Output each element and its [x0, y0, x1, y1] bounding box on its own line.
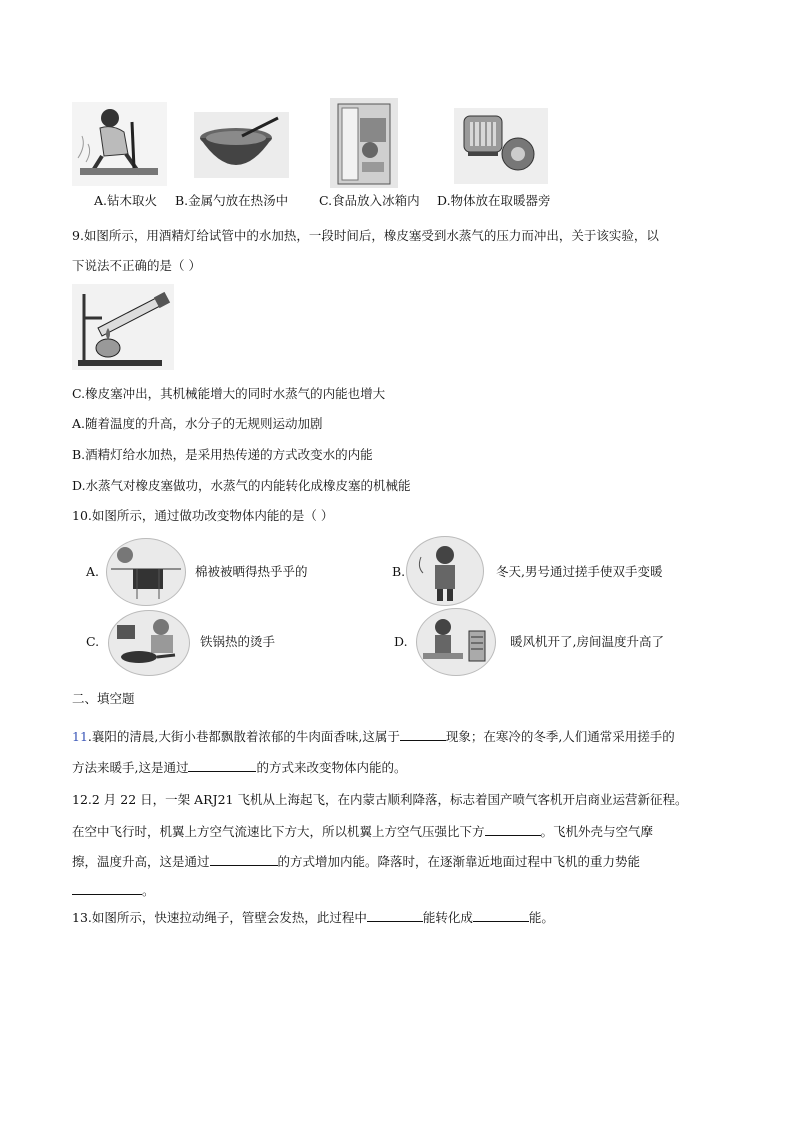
q11-text-2b: 的方式来改变物体内能的。: [256, 760, 407, 775]
q9-option-b: B.酒精灯给水加热，是采用热传递的方式改变水的内能: [72, 447, 373, 462]
caption-a: A.钻木取火: [94, 193, 158, 208]
q13-text-c: 能。: [528, 910, 554, 925]
caption-d: D.物体放在取暖器旁: [437, 193, 551, 208]
image-drilling-wood-fire: [72, 102, 167, 186]
q10-stem: 10.如图所示，通过做功改变物体内能的是（ ）: [72, 508, 334, 523]
image-rubbing-hands: [406, 536, 484, 606]
caption-b: B.金属勺放在热汤中: [175, 193, 289, 208]
q12-text-4b: 。: [142, 883, 155, 898]
q12-text-3b: 的方式增加内能。降落时，在逐渐靠近地面过程中飞机的重力势能: [277, 854, 641, 869]
q11-number: 11: [72, 729, 88, 744]
q10-option-d-letter: D.: [394, 634, 408, 649]
q12-line4: [72, 882, 155, 899]
q13-line: [72, 909, 554, 926]
q10-option-a-letter: A.: [86, 564, 100, 579]
image-quilt-in-sun: [106, 538, 186, 606]
q9-option-d: D.水蒸气对橡皮塞做功，水蒸气的内能转化成橡皮塞的机械能: [72, 478, 411, 493]
q12-line3: [72, 853, 640, 870]
q9-stem-line1: 9.如图所示，用酒精灯给试管中的水加热，一段时间后，橡皮塞受到水蒸气的压力而冲出，关于该实验，以: [72, 228, 659, 243]
q10-option-b-text: 冬天,男号通过搓手使双手变暖: [496, 564, 663, 579]
q11-line1: [72, 728, 675, 745]
image-spoon-in-soup: [194, 112, 289, 178]
caption-c: C.食品放入冰箱内: [319, 193, 420, 208]
q13-text-a: 13.如图所示，快速拉动绳子，管壁会发热，此过程中: [72, 910, 367, 925]
q12-line1: 12.2 月 22 日，一架 ARJ21 飞机从上海起飞，在内蒙古顺利降落，标志着国产喷气客机开启商业运营新征程。: [72, 792, 688, 807]
q11-blank-1[interactable]: [400, 728, 446, 741]
q10-option-d-text: 暖风机开了,房间温度升高了: [510, 634, 664, 649]
q13-blank-1[interactable]: [367, 909, 423, 922]
q9-stem-line2: 下说法不正确的是（ ）: [72, 258, 201, 273]
q11-line2: [72, 759, 407, 776]
q10-option-a-text: 棉被被晒得热乎乎的: [195, 564, 308, 579]
image-fan-heater-room: [416, 608, 496, 676]
q10-option-b-letter: B.: [392, 564, 406, 579]
q11-text-2a: 方法来暖手,这是通过: [72, 760, 189, 775]
image-test-tube-experiment: [72, 284, 174, 370]
image-heater: [454, 108, 548, 184]
q12-text-3a: 擦，温度升高，这是通过: [72, 854, 210, 869]
q10-option-c-text: 铁锅热的烫手: [200, 634, 276, 649]
q11-text-1b: 现象；在寒冷的冬季,人们通常采用搓手的: [445, 729, 675, 744]
q9-option-a: A.随着温度的升高，水分子的无规则运动加剧: [72, 416, 323, 431]
q12-text-2a: 在空中飞行时，机翼上方空气流速比下方大，所以机翼上方空气压强比下方: [72, 824, 485, 839]
q13-blank-2[interactable]: [473, 909, 529, 922]
q12-blank-2[interactable]: [210, 853, 278, 866]
image-hot-pan: [108, 610, 190, 676]
q12-blank-1[interactable]: [485, 823, 541, 836]
q11-text-1a: .襄阳的清晨,大街小巷都飘散着浓郁的牛肉面香味,这属于: [87, 729, 400, 744]
q9-option-c: C.橡皮塞冲出，其机械能增大的同时水蒸气的内能也增大: [72, 386, 386, 401]
section-title: 二、填空题: [72, 691, 135, 706]
q11-blank-2[interactable]: [188, 759, 256, 772]
q12-line2: [72, 823, 653, 840]
q13-text-b: 能转化成: [422, 910, 473, 925]
image-food-in-fridge: [330, 98, 398, 188]
q10-option-c-letter: C.: [86, 634, 100, 649]
q12-text-2b: 。飞机外壳与空气摩: [540, 824, 654, 839]
q12-blank-3[interactable]: [72, 882, 142, 895]
